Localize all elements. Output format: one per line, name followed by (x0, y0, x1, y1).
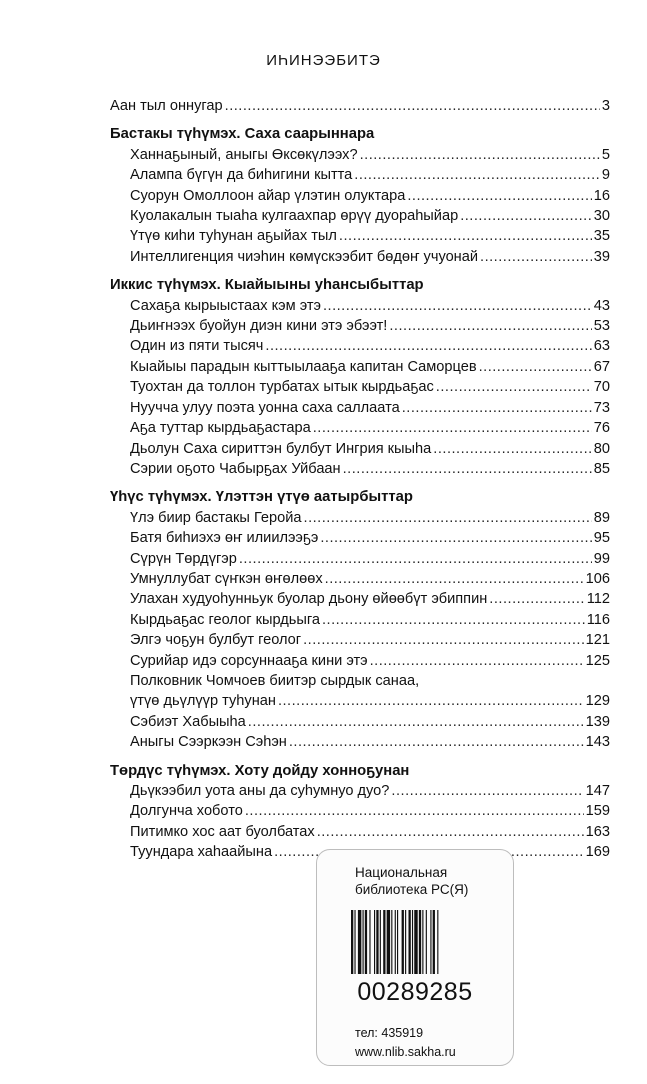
toc-entry-page: 30 (593, 208, 610, 225)
toc-entry (110, 508, 610, 528)
dot-leader (325, 569, 584, 589)
toc-entry (110, 549, 610, 569)
barcode-bar (419, 910, 421, 974)
toc-entry-row (110, 732, 610, 752)
dot-leader (480, 247, 592, 267)
toc-entry-row (110, 186, 610, 206)
toc-entry (110, 336, 610, 356)
toc-entry-page: 106 (585, 570, 610, 587)
library-name-line: Национальная (355, 865, 448, 880)
toc-entry (110, 610, 610, 630)
barcode-bar (402, 910, 404, 974)
toc-entry-row (110, 439, 610, 459)
barcode-number: 00289285 (357, 978, 473, 1006)
dot-leader (343, 459, 592, 479)
toc-entry-title: Дьиҥнээх буойун диэн кини этэ эбээт! (130, 318, 388, 335)
toc-entry-row (110, 418, 610, 438)
toc-entry-title: Дьүкээбил уота аны да суһумнуо дуо? (130, 783, 390, 799)
dot-leader (304, 508, 592, 528)
toc-entry-row (110, 316, 610, 336)
toc-entry-page: 80 (593, 440, 610, 457)
toc-entry-title: Интеллигенция чиэһин көмүскээбит бөдөҥ учуонай (130, 248, 479, 265)
dot-leader (489, 589, 584, 609)
barcode-bar (395, 910, 396, 974)
barcode-bar (351, 910, 353, 974)
toc-entry-title: Үтүө киһи туһунан аҕыйах тыл (130, 228, 337, 245)
toc-entry-title: Сэбиэт Хабыыһа (130, 713, 246, 730)
library-barcode-sticker (316, 849, 514, 1066)
barcode-bar (426, 910, 427, 974)
toc-entry (110, 145, 610, 165)
dot-leader (248, 712, 584, 732)
toc-entry-title: үтүө дьүлүүр туһунан (130, 693, 276, 710)
toc-entry-page: 143 (585, 734, 610, 751)
toc-entry (110, 651, 610, 671)
dot-leader (278, 691, 584, 711)
toc-entry-row (110, 630, 610, 650)
toc-entry-page: 116 (586, 611, 610, 628)
toc-entry (110, 247, 610, 267)
toc-entry-page: 139 (585, 713, 610, 730)
toc-entry-row (110, 781, 610, 801)
toc-entry-row (110, 336, 610, 356)
toc-entry-row (110, 357, 610, 377)
barcode-bar (358, 910, 361, 974)
toc-entry (110, 712, 610, 732)
toc-entry (110, 186, 610, 206)
toc-entry-title: Долгунча хобото (130, 803, 243, 820)
dot-leader (402, 398, 592, 418)
toc-entry-row (110, 528, 610, 548)
dot-leader (339, 226, 592, 246)
dot-leader (303, 630, 584, 650)
toc-entry-row (110, 801, 610, 821)
toc-entry-page: 89 (593, 509, 610, 526)
barcode-bar (437, 910, 438, 974)
toc-entry-page: 5 (601, 146, 610, 163)
dot-leader (289, 732, 584, 752)
toc-entry-title: Суорун Омоллоон айар үлэтин олуктара (130, 187, 406, 204)
dot-leader (391, 781, 583, 801)
toc-entry (110, 528, 610, 548)
barcode-bar (376, 910, 378, 974)
toc-entry (110, 459, 610, 479)
toc-entry-page: 43 (593, 297, 610, 314)
toc-entry-row (110, 398, 610, 418)
toc-entry-row (110, 712, 610, 732)
toc-entry-row (110, 569, 610, 589)
toc-entry (110, 801, 610, 821)
toc-entry (110, 206, 610, 226)
toc-entry-page: 39 (593, 248, 610, 265)
toc-entry-row (110, 206, 610, 226)
toc-entry-title: Сэрии оҕото Чабырҕах Уйбаан (130, 460, 341, 477)
toc-entry-row (110, 610, 610, 630)
toc-entry-row (110, 459, 610, 479)
toc-entry-title: Дьолун Саха сириттэн булбут Ингрия кыыһа (130, 440, 432, 457)
toc-section-heading: Бастакы түһүмэх. Саха саарыннара (110, 126, 375, 143)
dot-leader (323, 296, 592, 316)
toc-entry (110, 732, 610, 752)
toc-entry-page: 85 (593, 460, 610, 477)
toc-entry-row (110, 822, 610, 842)
barcode-bar (369, 910, 370, 974)
dot-leader (322, 610, 585, 630)
toc-entry-title: Кыайыы парадын кыттыылааҕа капитан Саморцев (130, 358, 477, 375)
toc-section-heading: Үһүс түһүмэх. Үлэттэн үтүө аатырбыттар (110, 489, 413, 506)
toc-entry (110, 418, 610, 438)
toc-entry-page: 70 (593, 379, 610, 396)
barcode-bar (354, 910, 355, 974)
toc-entry-page: 99 (593, 550, 610, 567)
dot-leader (225, 96, 600, 116)
toc-entry-page: 169 (585, 844, 610, 861)
barcode-bar (365, 910, 367, 974)
dot-leader (320, 528, 591, 548)
library-name (355, 864, 468, 898)
dot-leader (360, 145, 600, 165)
toc-entry-page: 163 (585, 823, 610, 840)
toc-entry-title: Нуучча улуу поэта уонна саха саллаата (130, 399, 400, 416)
toc-entry-title: Элгэ чоҕун булбут геолог (130, 632, 302, 649)
toc-entry (110, 630, 610, 650)
toc-entry-title: Куолакалын тыаһа кулгаахпар өрүү дуораһыйар (130, 208, 459, 225)
toc-entry-page: 76 (593, 420, 610, 437)
toc-entry (110, 357, 610, 377)
toc-entry-row (110, 691, 610, 711)
toc-entry-page: 129 (585, 693, 610, 710)
library-phone: тел: 435919 (355, 1026, 424, 1040)
dot-leader (370, 651, 584, 671)
toc-entry (110, 781, 610, 801)
toc-entry-title: Сүрүн Төрдүгэр (130, 550, 237, 567)
toc-entry-page: 67 (593, 358, 610, 375)
toc-entry-title: Сурийар идэ сорсуннааҕа кини этэ (130, 652, 368, 669)
toc-entry-page: 73 (593, 399, 610, 416)
toc-entry (110, 822, 610, 842)
toc-entry-row (110, 247, 610, 267)
barcode-bar (409, 910, 411, 974)
toc-section-heading: Төрдүс түһүмэх. Хоту дойду хонноҕунан (110, 762, 410, 779)
dot-leader (317, 822, 584, 842)
dot-leader (239, 549, 592, 569)
toc-entry (110, 569, 610, 589)
barcode-graphic (351, 910, 483, 974)
toc-entry-title: Ханнаҕыный, аныгы Өксөкүлээх? (130, 146, 358, 163)
toc-entry-page: 125 (585, 652, 610, 669)
library-website: www.nlib.sakha.ru (355, 1045, 456, 1059)
barcode-bar (374, 910, 375, 974)
toc-section-heading: Иккис түһүмэх. Кыайыыны уһансыбыттар (110, 277, 424, 294)
toc-entry (110, 589, 610, 609)
barcode-bar (387, 910, 390, 974)
toc-entry-title: Питимко хос аат буолбатах (130, 823, 315, 840)
toc-intro-entry (110, 96, 610, 116)
toc-entry-page: 16 (593, 187, 610, 204)
toc-entry-row (110, 651, 610, 671)
toc-entry-row (110, 165, 610, 185)
barcode-bar (422, 910, 423, 974)
page-title: ИҺИНЭЭБИТЭ (266, 52, 381, 69)
barcode-bar (414, 910, 417, 974)
toc-entry-page: 3 (601, 98, 610, 114)
dot-leader (313, 418, 592, 438)
toc-entry-title: Аан тыл оннугар (110, 98, 223, 114)
barcode-bar (383, 910, 385, 974)
toc-entry-page: 95 (593, 530, 610, 547)
barcode-bar (412, 910, 413, 974)
toc-entry (110, 296, 610, 316)
barcode-bar (391, 910, 392, 974)
toc-entry-page: 35 (593, 228, 610, 245)
toc-entry (110, 226, 610, 246)
dot-leader (389, 316, 591, 336)
toc-entry-title: Кырдьаҕас геолог кырдьыга (130, 611, 320, 628)
dot-leader (479, 357, 592, 377)
toc-entry-row (110, 549, 610, 569)
barcode-bar (433, 910, 435, 974)
table-of-contents (110, 96, 610, 863)
toc-entry (110, 165, 610, 185)
dot-leader (436, 377, 592, 397)
toc-entry-title: Аҕа туттар кырдьаҕастара (130, 420, 311, 437)
toc-entry-title: Туохтан да толлон турбатах ытык кырдьаҕас (130, 379, 434, 396)
barcode-bar (405, 910, 406, 974)
toc-entry (110, 377, 610, 397)
toc-entry (110, 398, 610, 418)
toc-entry-page: 159 (585, 803, 610, 820)
dot-leader (245, 801, 584, 821)
library-name-line: библиотека РС(Я) (355, 882, 469, 897)
toc-entry-page: 147 (585, 783, 610, 799)
barcode-bar (380, 910, 381, 974)
toc-entry-page: 53 (593, 318, 610, 335)
toc-entry-page: 9 (601, 167, 610, 184)
dot-leader (354, 165, 600, 185)
barcode-bar (397, 910, 398, 974)
barcode-bar (430, 910, 431, 974)
toc-entry-page: 63 (593, 338, 610, 355)
barcode-bar (363, 910, 364, 974)
toc-entry (110, 316, 610, 336)
toc-entry (110, 671, 610, 712)
toc-entry-title: Үлэ биир бастакы Геройа (130, 509, 302, 526)
toc-entry-title: Один из пяти тысяч (130, 338, 264, 355)
toc-entry-page: 121 (585, 632, 610, 649)
toc-entry-row (110, 226, 610, 246)
dot-leader (265, 336, 591, 356)
toc-entry-title: Сахаҕа кырыыстаах кэм этэ (130, 297, 321, 314)
toc-entry-title: Алампа бүгүн да биһигини кытта (130, 167, 353, 184)
toc-entry-title: Батя биһиэхэ өҥ илиилээҕэ (130, 530, 319, 547)
toc-entry-title: Туундара хаһаайына (130, 844, 273, 861)
toc-entry-title: Аныгы Сээркээн Сэһэн (130, 734, 287, 751)
toc-entry (110, 439, 610, 459)
toc-entry-row (110, 296, 610, 316)
dot-leader (460, 206, 592, 226)
toc-entry-row (110, 377, 610, 397)
toc-entry-page: 112 (586, 591, 610, 608)
toc-entry-title: Умнуллубат сүҥкэн өҥөлөөх (130, 570, 323, 587)
toc-entry-row (110, 145, 610, 165)
toc-entry-title-line: Полковник Чомчоев биитэр сырдык санаа, (130, 672, 420, 689)
toc-entry-row (110, 508, 610, 528)
toc-entry-title: Улахан худуоһунньук буолар дьону өйөөбүт эбиппин (130, 591, 488, 608)
toc-entry-row (110, 589, 610, 609)
dot-leader (407, 186, 591, 206)
dot-leader (433, 439, 591, 459)
